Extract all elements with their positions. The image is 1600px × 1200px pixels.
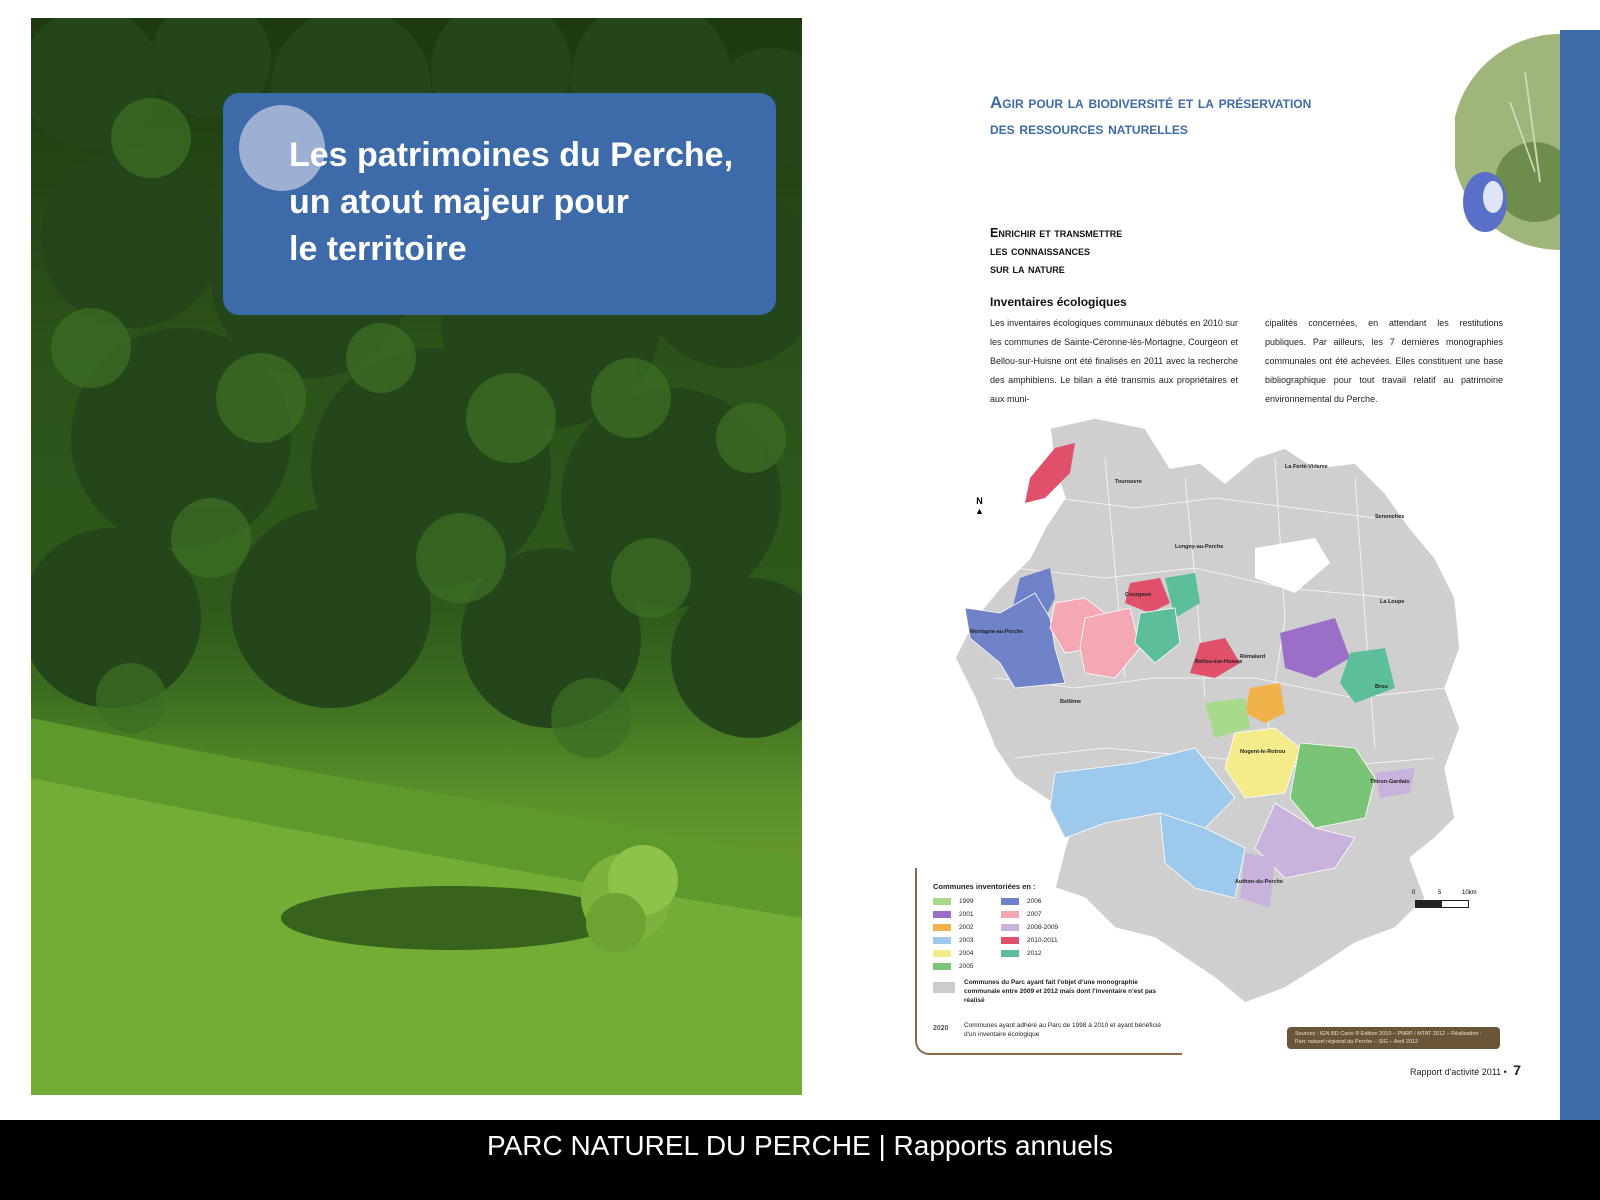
legend-title: Communes inventoriées en : — [933, 882, 1036, 891]
slide-caption: PARC NATUREL DU PERCHE | Rapports annuels — [486, 1130, 1114, 1161]
section-heading — [990, 90, 1311, 142]
legend-adhesion-note: Communes ayant adhéré au Parc de 1998 à 2010 et ayant bénéficié d'un inventaire écologique — [964, 1022, 1161, 1038]
legend-swatch — [1001, 950, 1019, 957]
place-label: Bellou-sur-Huisne — [1195, 659, 1243, 665]
paragraph-column-1: Les inventaires écologiques communaux débutés en 2010 sur les communes de Sainte-Céronne-lès-Mortagne, Courgeon et Bellou-sur-Huisne ont été finalisés en 2011 avec la recherche des amphibiens. Le bilan a été transmis aux propriétaires et aux muni- — [990, 318, 1238, 404]
scale-label-10: 10km — [1462, 890, 1477, 896]
scale-label-5: 5 — [1438, 890, 1442, 896]
north-label: N — [976, 496, 983, 506]
legend-swatch — [933, 937, 951, 944]
legend-label: 2001 — [959, 911, 974, 918]
legend-swatch — [1001, 924, 1019, 931]
place-label: La Ferté-Vidame — [1285, 464, 1328, 470]
legend-label: 2012 — [1027, 950, 1042, 957]
place-label: Nogent-le-Rotrou — [1240, 749, 1286, 755]
place-label: Thiron-Gardais — [1370, 779, 1410, 785]
legend-label: 2006 — [1027, 898, 1042, 905]
footer-bullet: • — [1503, 1067, 1510, 1077]
title-line-3: le territoire — [289, 230, 467, 268]
legend-grey-swatch — [933, 982, 955, 993]
legend-swatch — [1001, 937, 1019, 944]
place-label: Senonches — [1375, 514, 1405, 520]
page-title — [289, 132, 759, 273]
place-label: Bellême — [1060, 699, 1082, 705]
legend-adhesion-label: 2020 — [933, 1025, 949, 1032]
legend-swatch — [1001, 898, 1019, 905]
heading-line-2: des ressources naturelles — [990, 119, 1188, 138]
map-source-note: Sources : IGN BD Carto ® Edition 2010 – PNRP / MTAT 2012 – Réalisation : Parc naturel régional du Perche – SIG – Avril 2012 — [1287, 1027, 1500, 1049]
paragraph-column-2: cipalités concernées, en attendant les restitutions publiques. Par ailleurs, les 7 dernières monographies communales ont été achevées. Elles constituent une base bibliographique pour tout travail relatif au patrimoine environnemental du Perche. — [1265, 318, 1503, 404]
sub-heading — [990, 224, 1122, 278]
place-label: Authon-du-Perche — [1235, 879, 1283, 885]
page-footer — [1410, 1062, 1521, 1078]
legend-label: 2002 — [959, 924, 974, 931]
place-label: Courgeon — [1125, 592, 1151, 598]
place-label: Rémalard — [1240, 654, 1266, 660]
heading-line-1: Agir pour la biodiversité et la préservation — [990, 93, 1312, 112]
legend-label: 2008-2009 — [1027, 924, 1059, 931]
scale-bar — [1415, 900, 1469, 908]
map-legend — [915, 868, 1182, 1055]
section-title: Inventaires écologiques — [990, 295, 1127, 309]
place-label: Longny-au-Perche — [1175, 544, 1224, 550]
page-edge-strip — [1560, 30, 1600, 1120]
legend-swatch — [1001, 911, 1019, 918]
legend-label: 2004 — [959, 950, 974, 957]
place-label: Tourouvre — [1115, 479, 1142, 485]
page-number: 7 — [1513, 1062, 1522, 1078]
flower-photo — [1455, 32, 1560, 252]
subheading-line-2: les connaissances — [990, 244, 1090, 258]
place-label: La Loupe — [1380, 599, 1405, 605]
place-label: Brou — [1375, 684, 1388, 690]
legend-label: 2005 — [959, 963, 974, 970]
subheading-line-1: Enrichir et transmettre — [990, 226, 1123, 240]
legend-swatch — [933, 963, 951, 970]
legend-swatch — [933, 898, 951, 905]
subheading-line-3: sur la nature — [990, 262, 1065, 276]
legend-label: 2007 — [1027, 911, 1042, 918]
legend-grey-note: Communes du Parc ayant fait l'objet d'une monographie communale entre 2009 et 2012 mais dont l'inventaire n'est pas réalisé — [964, 979, 1157, 1004]
legend-label: 1999 — [959, 898, 974, 905]
legend-swatch — [933, 924, 951, 931]
footer-report-title: Rapport d'activité 2011 — [1410, 1067, 1502, 1077]
forest-aerial-photo — [31, 18, 802, 1095]
legend-label: 2003 — [959, 937, 974, 944]
legend-label: 2010-2011 — [1027, 937, 1058, 944]
north-arrow — [975, 496, 984, 516]
legend-swatch — [933, 950, 951, 957]
place-label: Mortagne-au-Perche — [970, 629, 1024, 635]
scale-label-0: 0 — [1412, 890, 1416, 896]
north-arrow-icon: ▲ — [975, 506, 984, 516]
legend-swatch — [933, 911, 951, 918]
title-line-2: un atout majeur pour — [289, 183, 629, 221]
title-line-1: Les patrimoines du Perche, — [289, 136, 734, 174]
